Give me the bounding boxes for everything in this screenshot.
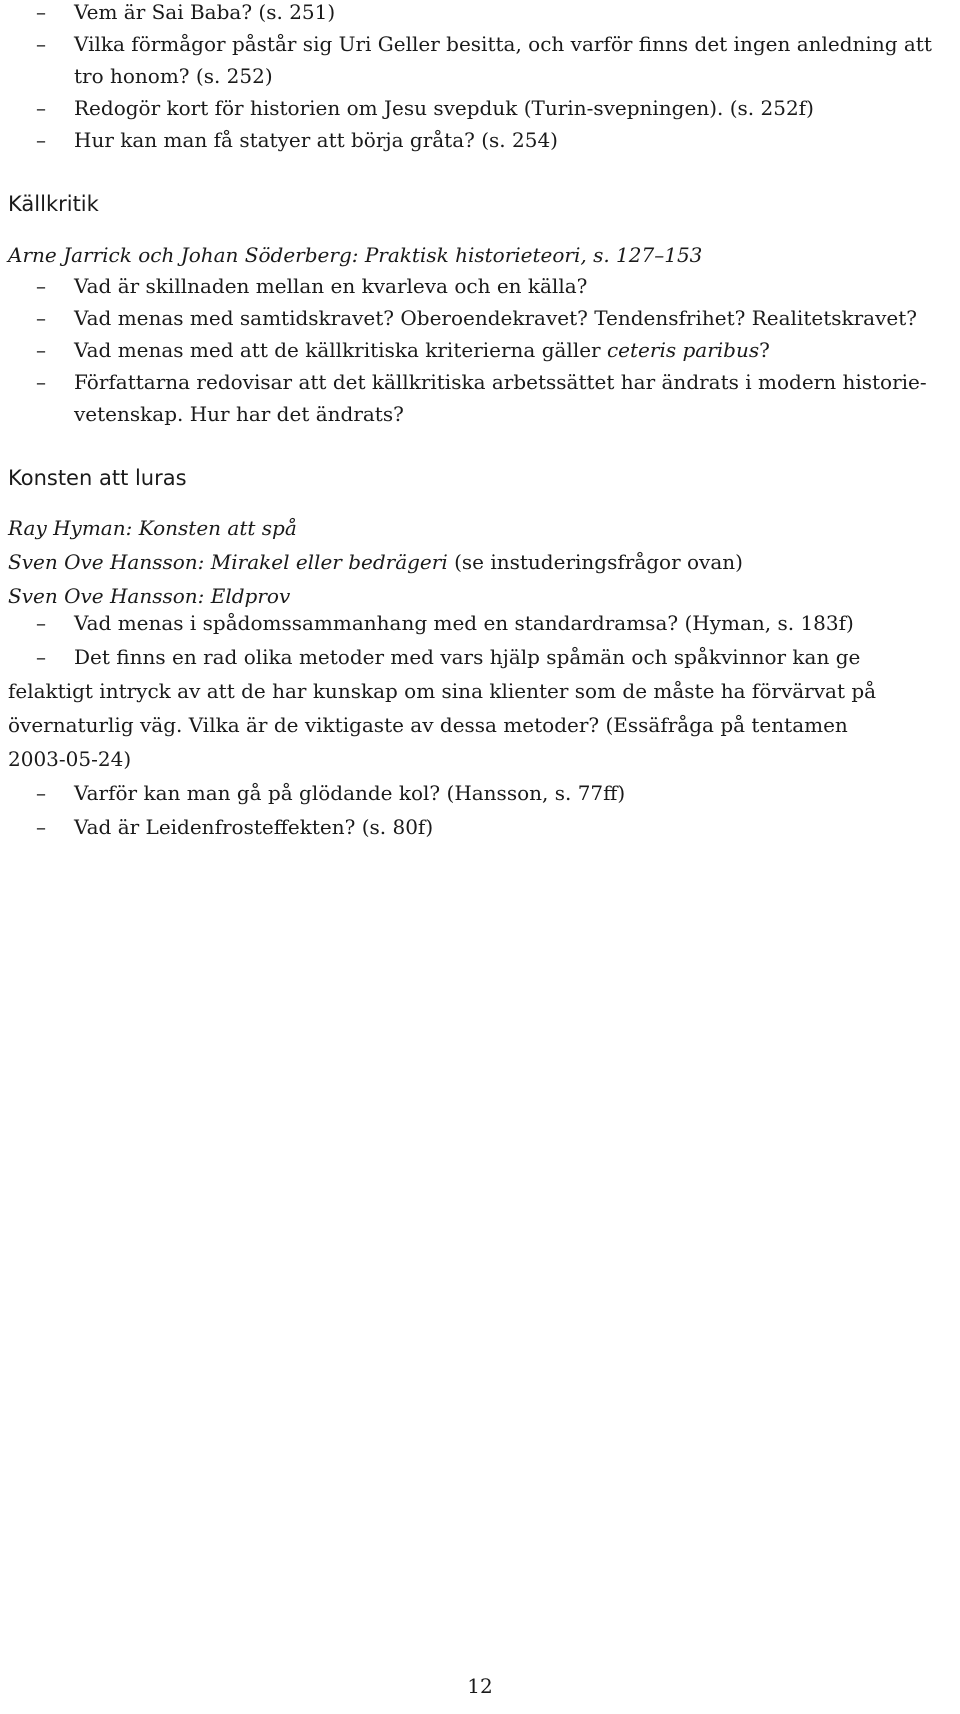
reference-title: Sven Ove Hansson: Mirakel eller bedrägeri xyxy=(8,550,448,574)
list-item xyxy=(8,302,952,334)
dash-marker: – xyxy=(36,306,46,330)
question-text: Vad menas med samtidskravet? Oberoendekravet? Tendensfrihet? Realitetskravet? xyxy=(74,306,917,330)
question-text: Vilka förmågor påstår sig Uri Geller besitta, och varför finns det ingen anledning att tro honom? (s. 252) xyxy=(74,32,932,88)
reference-hyman xyxy=(8,511,952,545)
question-text: Vem är Sai Baba? (s. 251) xyxy=(74,0,336,24)
question-text: Vad är skillnaden mellan en kvarleva och en källa? xyxy=(74,274,588,298)
question-text: Vad är Leidenfrosteffekten? (s. 80f) xyxy=(74,815,434,839)
question-text: Det finns en rad olika metoder med vars hjälp spåmän och spåkvinnor kan ge felaktigt intryck av att de har kunskap om sina klienter som de måste ha förvärvat på övernaturlig väg. Vilka är de viktigaste av dessa metoder? (Essäfråga på tentamen 2003-05-24) xyxy=(8,645,877,771)
dash-marker: – xyxy=(36,815,46,839)
list-item xyxy=(8,28,952,92)
dash-marker: – xyxy=(36,32,46,56)
dash-marker: – xyxy=(36,128,46,152)
list-item xyxy=(8,270,952,302)
dash-marker: – xyxy=(36,370,46,394)
list-item xyxy=(8,640,908,776)
reference-hansson-mirakel xyxy=(8,545,952,579)
reference-list xyxy=(8,511,952,613)
question-text: Varför kan man gå på glödande kol? (Hansson, s. 77ff) xyxy=(74,781,626,805)
section-heading-kallkritik: Källkritik xyxy=(8,192,99,216)
dash-marker: – xyxy=(36,611,46,635)
question-text-italic: ceteris paribus xyxy=(606,338,760,362)
dash-marker: – xyxy=(36,645,46,669)
question-text: Vad menas i spådomssammanhang med en standardramsa? (Hyman, s. 183f) xyxy=(74,611,854,635)
list-item xyxy=(8,334,952,366)
list-item xyxy=(8,366,952,430)
dash-marker: – xyxy=(36,274,46,298)
list-item xyxy=(8,606,952,640)
list-item xyxy=(8,124,952,156)
reference-title: Sven Ove Hansson: Eldprov xyxy=(8,584,291,608)
section-heading-konsten-att-luras: Konsten att luras xyxy=(8,466,187,490)
konsten-question-list xyxy=(8,606,952,844)
list-item xyxy=(8,92,952,124)
page-number: 12 xyxy=(467,1674,493,1698)
list-item xyxy=(8,776,952,810)
dash-marker: – xyxy=(36,0,46,24)
dash-marker: – xyxy=(36,338,46,362)
dash-marker: – xyxy=(36,781,46,805)
kallkritik-question-list xyxy=(8,270,952,430)
reference-text: Arne Jarrick och Johan Söderberg: Praktisk historieteori, s. 127–153 xyxy=(8,243,703,267)
reference-title: Ray Hyman: Konsten att spå xyxy=(8,516,297,540)
question-text-after: ? xyxy=(759,338,770,362)
intro-question-list xyxy=(8,0,952,156)
list-item xyxy=(8,810,952,844)
question-text: Hur kan man få statyer att börja gråta? (s. 254) xyxy=(74,128,558,152)
question-text: Författarna redovisar att det källkritiska arbetssättet har ändrats i modern historievetenskap. Hur har det ändrats? xyxy=(74,370,927,426)
question-text-before: Vad menas med att de källkritiska kriterierna gäller xyxy=(74,338,607,362)
list-item xyxy=(8,0,952,28)
reference-note: (se instuderingsfrågor ovan) xyxy=(447,550,743,574)
reference-jarrick xyxy=(8,238,952,272)
dash-marker: – xyxy=(36,96,46,120)
question-text: Redogör kort för historien om Jesu svepduk (Turin-svepningen). (s. 252f) xyxy=(74,96,814,120)
